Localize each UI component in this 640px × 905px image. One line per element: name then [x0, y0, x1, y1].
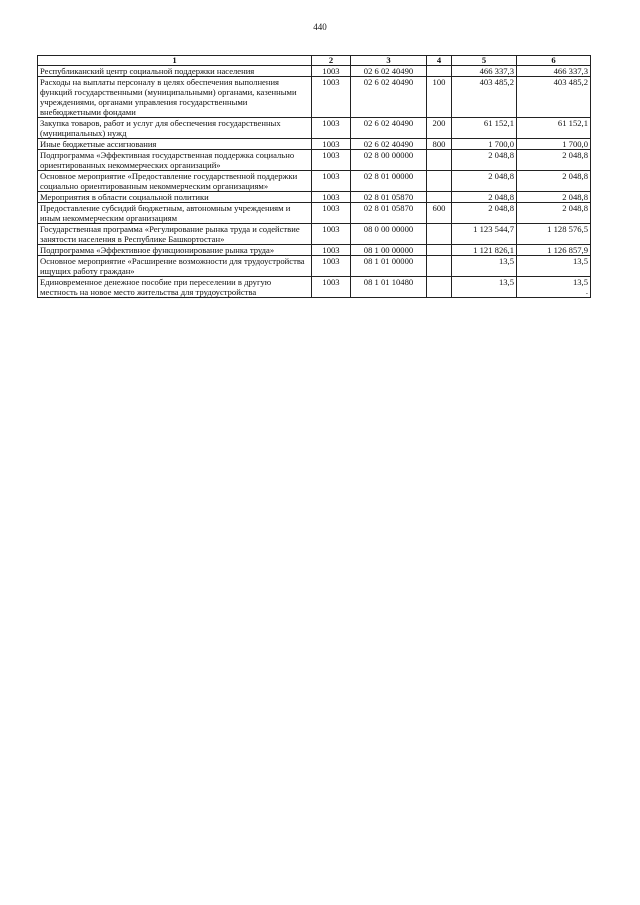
cell-text: 2 048,8: [488, 192, 514, 202]
amount-col6-cell: [517, 77, 591, 118]
target-article-cell: [351, 277, 427, 298]
cell-text: 1 128 576,5: [547, 224, 588, 234]
cell-text: 1003: [322, 139, 340, 149]
cell-text: Основное мероприятие «Предоставление государственной поддержки социально ориентированным некоммерческим организациям»: [40, 171, 298, 191]
cell-text: 02 8 01 05870: [363, 203, 414, 213]
cell-text: 2 048,8: [562, 171, 588, 181]
cell-text: 13,5: [572, 256, 588, 266]
cell-text: 466 337,3: [553, 66, 588, 76]
cell-text: 13,5: [498, 277, 514, 287]
budget-table: [37, 55, 591, 298]
cell-text: Единовременное денежное пособие при переселении в другую местность на новое место жительства для трудоустройства: [40, 277, 272, 297]
cell-text: 13,5: [572, 277, 588, 287]
section-code-cell: [312, 203, 351, 224]
cell-text: 08 1 01 10480: [363, 277, 414, 287]
cell-text: 02 6 02 40490: [363, 118, 414, 128]
cell-text: 1003: [322, 150, 340, 160]
amount-col6-cell: [517, 118, 591, 139]
cell-text: 1003: [322, 66, 340, 76]
target-article-cell: [351, 171, 427, 192]
target-article-cell: [351, 118, 427, 139]
cell-text: Республиканский центр социальной поддержки населения: [40, 66, 255, 76]
cell-text: 600: [432, 203, 446, 213]
amount-col5-cell: [452, 203, 517, 224]
row-name-cell: [38, 66, 312, 77]
amount-col5-cell: [452, 245, 517, 256]
cell-text: Предоставление субсидий бюджетным, автономным учреждениям и иным некоммерческим организациям: [40, 203, 291, 223]
cell-text: 2 048,8: [562, 203, 588, 213]
cell-text: 1 126 857,9: [547, 245, 588, 255]
expense-type-cell: [427, 77, 452, 118]
table-header-row: [38, 56, 591, 66]
cell-text: Расходы на выплаты персоналу в целях обеспечения выполнения функций государственными (муниципальными) органами, казенными учреждениями, органами управления государственными внебюджетными фондами: [40, 77, 297, 117]
amount-col6-cell: [517, 150, 591, 171]
cell-text: 403 485,2: [479, 77, 514, 87]
cell-text: 08 0 00 00000: [363, 224, 414, 234]
cell-text: 2 048,8: [488, 171, 514, 181]
table-row: [38, 224, 591, 245]
table-row: [38, 139, 591, 150]
row-name-cell: [38, 77, 312, 118]
row-name-cell: [38, 203, 312, 224]
target-article-cell: [351, 203, 427, 224]
expense-type-cell: [427, 277, 452, 298]
amount-col5-cell: [452, 192, 517, 203]
table-row: [38, 277, 591, 298]
cell-text: Государственная программа «Регулирование рынка труда и содействие занятости населения в Республике Башкортостан»: [40, 224, 300, 244]
section-code-cell: [312, 245, 351, 256]
cell-text: 08 1 00 00000: [363, 245, 414, 255]
expense-type-cell: [427, 118, 452, 139]
cell-text: 403 485,2: [553, 77, 588, 87]
cell-text: 2 048,8: [562, 150, 588, 160]
cell-text: 100: [432, 77, 446, 87]
expense-type-cell: [427, 150, 452, 171]
amount-col5-cell: [452, 224, 517, 245]
cell-text: 1003: [322, 118, 340, 128]
section-code-cell: [312, 256, 351, 277]
cell-text: 1003: [322, 277, 340, 287]
cell-text: 1 700,0: [488, 139, 514, 149]
amount-col6-cell: [517, 203, 591, 224]
target-article-cell: [351, 139, 427, 150]
column-header: 2: [312, 56, 351, 66]
row-name-cell: [38, 139, 312, 150]
cell-text: 02 6 02 40490: [363, 139, 414, 149]
expense-type-cell: [427, 224, 452, 245]
cell-text: Иные бюджетные ассигнования: [40, 139, 157, 149]
amount-col6-cell: [517, 171, 591, 192]
expense-type-cell: [427, 139, 452, 150]
cell-text: 61 152,1: [483, 118, 514, 128]
table-row: [38, 171, 591, 192]
column-header: 4: [427, 56, 452, 66]
amount-col6-cell: [517, 224, 591, 245]
row-name-cell: [38, 150, 312, 171]
cell-text: 02 6 02 40490: [363, 77, 414, 87]
amount-col5-cell: [452, 256, 517, 277]
target-article-cell: [351, 224, 427, 245]
table-row: [38, 66, 591, 77]
table-row: [38, 77, 591, 118]
expense-type-cell: [427, 171, 452, 192]
target-article-cell: [351, 150, 427, 171]
amount-col5-cell: [452, 139, 517, 150]
amount-col5-cell: [452, 171, 517, 192]
amount-col5-cell: [452, 77, 517, 118]
expense-type-cell: [427, 203, 452, 224]
row-name-cell: [38, 192, 312, 203]
row-name-cell: [38, 256, 312, 277]
expense-type-cell: [427, 245, 452, 256]
row-name-cell: [38, 118, 312, 139]
cell-text: 61 152,1: [557, 118, 588, 128]
expense-type-cell: [427, 66, 452, 77]
section-code-cell: [312, 150, 351, 171]
cell-text: 02 8 00 00000: [363, 150, 414, 160]
table-row: [38, 118, 591, 139]
section-code-cell: [312, 66, 351, 77]
cell-text: 1 700,0: [562, 139, 588, 149]
cell-text: 1 123 544,7: [473, 224, 514, 234]
section-code-cell: [312, 277, 351, 298]
cell-text: 13,5: [498, 256, 514, 266]
column-header: 5: [452, 56, 517, 66]
target-article-cell: [351, 256, 427, 277]
cell-text: 02 6 02 40490: [363, 66, 414, 76]
amount-col5-cell: [452, 150, 517, 171]
table-row: [38, 150, 591, 171]
row-name-cell: [38, 245, 312, 256]
amount-col6-cell: [517, 139, 591, 150]
target-article-cell: [351, 245, 427, 256]
expense-type-cell: [427, 256, 452, 277]
amount-col5-cell: [452, 66, 517, 77]
cell-text: 1003: [322, 171, 340, 181]
cell-text: 08 1 01 00000: [363, 256, 414, 266]
amount-col6-cell: [517, 277, 591, 298]
cell-text: 2 048,8: [488, 203, 514, 213]
cell-text: 2 048,8: [562, 192, 588, 202]
cell-text: Основное мероприятие «Расширение возможности для трудоустройства ищущих работу граждан»: [40, 256, 305, 276]
row-name-cell: [38, 277, 312, 298]
cell-text: 1003: [322, 224, 340, 234]
cell-text: 466 337,3: [479, 66, 514, 76]
cell-text: 02 8 01 00000: [363, 171, 414, 181]
cell-text: 1003: [322, 256, 340, 266]
column-header: 6: [517, 56, 591, 66]
cell-text: 2 048,8: [488, 150, 514, 160]
cell-text: 1 121 826,1: [473, 245, 514, 255]
cell-text: 1003: [322, 192, 340, 202]
cell-text: Закупка товаров, работ и услуг для обеспечения государственных (муниципальных) нужд: [40, 118, 281, 138]
table-row: [38, 245, 591, 256]
target-article-cell: [351, 192, 427, 203]
section-code-cell: [312, 192, 351, 203]
section-code-cell: [312, 77, 351, 118]
amount-col6-cell: [517, 66, 591, 77]
section-code-cell: [312, 118, 351, 139]
amount-col5-cell: [452, 118, 517, 139]
row-name-cell: [38, 171, 312, 192]
trailing-mark: .: [585, 286, 588, 296]
cell-text: 1003: [322, 77, 340, 87]
table-row: [38, 256, 591, 277]
section-code-cell: [312, 224, 351, 245]
table-row: [38, 203, 591, 224]
row-name-cell: [38, 224, 312, 245]
target-article-cell: [351, 77, 427, 118]
expense-type-cell: [427, 192, 452, 203]
cell-text: 1003: [322, 245, 340, 255]
page-number: 440: [313, 22, 327, 32]
amount-col6-cell: [517, 245, 591, 256]
amount-col6-cell: [517, 192, 591, 203]
cell-text: Мероприятия в области социальной политики: [40, 192, 209, 202]
cell-text: Подпрограмма «Эффективное функционирование рынка труда»: [40, 245, 275, 255]
column-header: 3: [351, 56, 427, 66]
amount-col5-cell: [452, 277, 517, 298]
section-code-cell: [312, 139, 351, 150]
cell-text: 02 8 01 05870: [363, 192, 414, 202]
cell-text: 1003: [322, 203, 340, 213]
section-code-cell: [312, 171, 351, 192]
cell-text: 200: [432, 118, 446, 128]
amount-col6-cell: [517, 256, 591, 277]
table-row: [38, 192, 591, 203]
cell-text: Подпрограмма «Эффективная государственная поддержка социально ориентированных некоммерческих организаций»: [40, 150, 295, 170]
column-header: 1: [38, 56, 312, 66]
cell-text: 800: [432, 139, 446, 149]
target-article-cell: [351, 66, 427, 77]
